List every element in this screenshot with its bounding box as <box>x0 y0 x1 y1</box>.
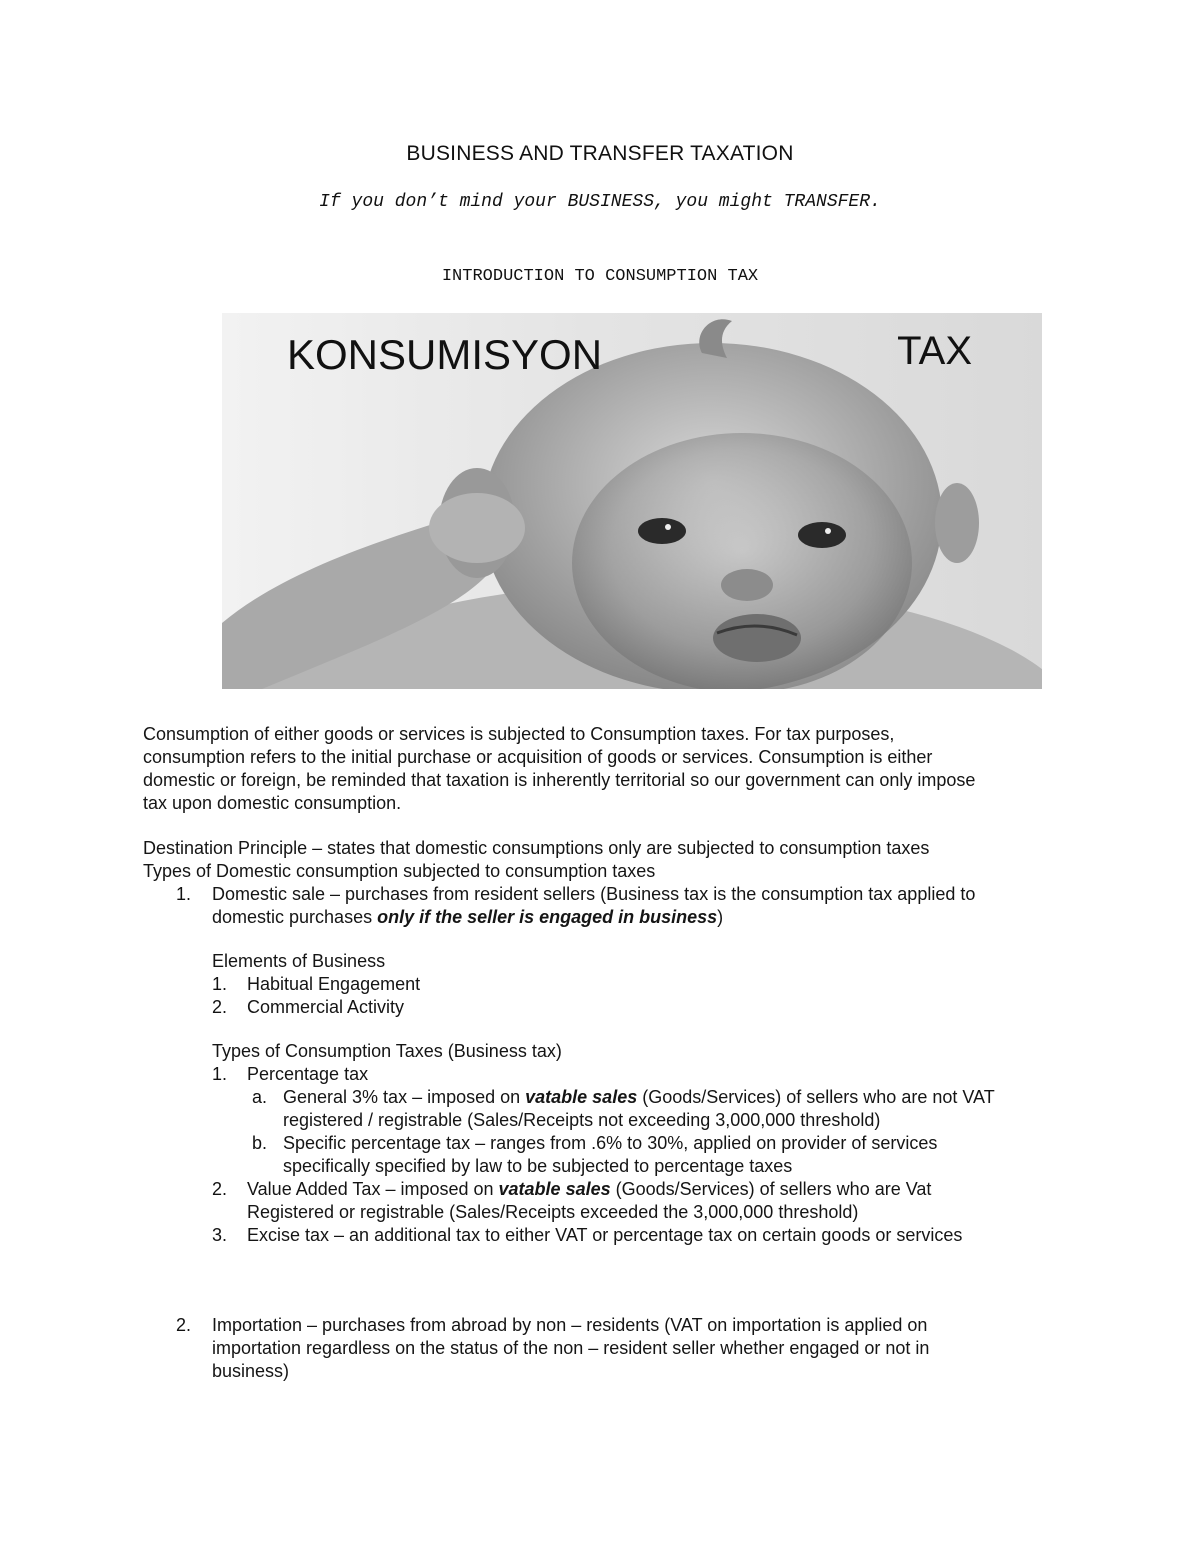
item1-line-2 <box>212 906 723 929</box>
types-domestic-heading: Types of Domestic consumption subjected to consumption taxes <box>143 861 656 881</box>
item1-emphasis: only if the seller is engaged in business <box>377 907 718 927</box>
excise-line: Excise tax – an additional tax to either VAT or percentage tax on certain goods or services <box>247 1225 963 1245</box>
intro-line-1: Consumption of either goods or services is subjected to Consumption taxes. For tax purposes, <box>143 724 895 744</box>
percentage-tax-label: Percentage tax <box>247 1064 369 1084</box>
general-tax-text: General 3% tax – imposed on <box>283 1087 526 1107</box>
vat-line-2: Registered or registrable (Sales/Receipts exceeded the 3,000,000 threshold) <box>247 1202 859 1222</box>
elements-item-number: 2. <box>212 997 228 1017</box>
baby-photo-figure <box>222 313 1042 689</box>
elements-heading: Elements of Business <box>212 951 386 971</box>
item2-line-1: Importation – purchases from abroad by non – residents (VAT on importation is applied on <box>212 1315 928 1335</box>
types-tax-heading: Types of Consumption Taxes (Business tax) <box>212 1041 562 1061</box>
figure-caption-left: KONSUMISYON <box>287 331 603 378</box>
general-tax-letter: a. <box>252 1087 268 1107</box>
intro-line-2: consumption refers to the initial purchase or acquisition of goods or services. Consumption is either <box>143 747 933 767</box>
item2-line-2: importation regardless on the status of the non – resident seller whether engaged or not in <box>212 1338 930 1358</box>
item1-number: 1. <box>176 884 192 904</box>
item1-line-1: Domestic sale – purchases from resident sellers (Business tax is the consumption tax applied to <box>212 884 976 904</box>
vat-number: 2. <box>212 1179 228 1199</box>
elements-item-number: 1. <box>212 974 228 994</box>
percentage-tax-number: 1. <box>212 1064 228 1084</box>
general-tax-text-end: (Goods/Services) of sellers who are not VAT <box>637 1087 995 1107</box>
general-tax-line-1 <box>283 1086 995 1109</box>
figure-caption-right: TAX <box>897 329 972 373</box>
vat-emphasis: vatable sales <box>498 1179 611 1199</box>
item2-number: 2. <box>176 1315 192 1335</box>
item1-line-2-close: ) <box>717 907 724 927</box>
item1-line-2-text: domestic purchases <box>212 907 378 927</box>
item2-line-3: business) <box>212 1361 290 1381</box>
section-heading: INTRODUCTION TO CONSUMPTION TAX <box>441 267 759 286</box>
document-title: BUSINESS AND TRANSFER TAXATION <box>406 142 794 165</box>
general-tax-line-2: registered / registrable (Sales/Receipts not exceeding 3,000,000 threshold) <box>283 1110 881 1130</box>
specific-tax-letter: b. <box>252 1133 268 1153</box>
elements-item: Habitual Engagement <box>247 974 421 994</box>
vat-line-1 <box>247 1178 931 1201</box>
specific-tax-line-2: specifically specified by law to be subjected to percentage taxes <box>283 1156 793 1176</box>
elements-item: Commercial Activity <box>247 997 405 1017</box>
destination-principle: Destination Principle – states that domestic consumptions only are subjected to consumption taxes <box>143 838 930 858</box>
general-tax-emphasis: vatable sales <box>525 1087 638 1107</box>
vat-text-end: (Goods/Services) of sellers who are Vat <box>610 1179 932 1199</box>
excise-number: 3. <box>212 1225 228 1245</box>
intro-line-4: tax upon domestic consumption. <box>143 793 402 813</box>
vat-text: Value Added Tax – imposed on <box>247 1179 499 1199</box>
document-subtitle: If you don’t mind your BUSINESS, you might TRANSFER. <box>319 192 881 212</box>
intro-line-3: domestic or foreign, be reminded that taxation is inherently territorial so our government can only impose <box>143 770 976 790</box>
specific-tax-line-1: Specific percentage tax – ranges from .6% to 30%, applied on provider of services <box>283 1133 938 1153</box>
